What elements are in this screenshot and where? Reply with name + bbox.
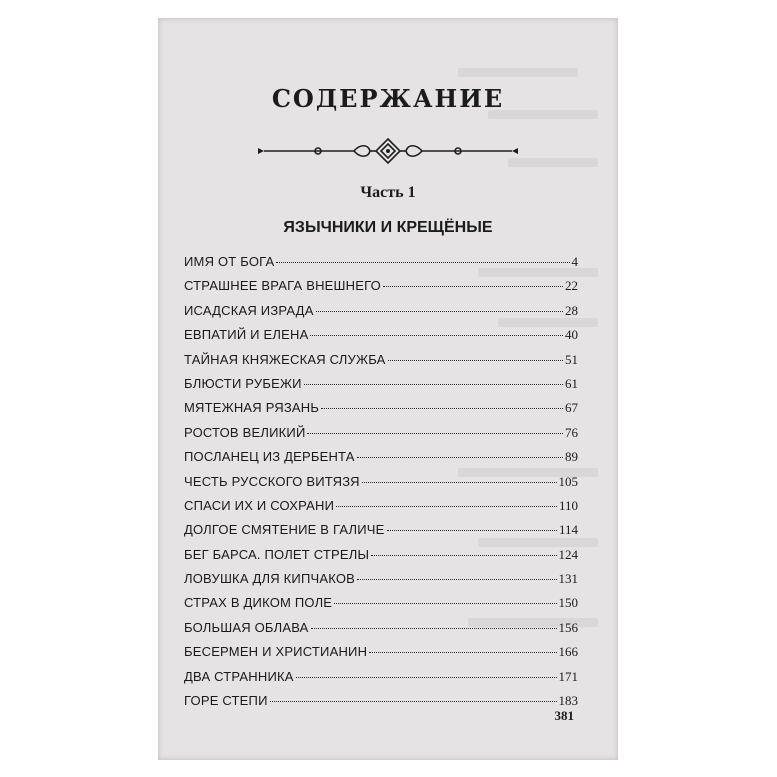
dot-leader <box>304 384 563 385</box>
book-page <box>158 18 618 760</box>
table-of-contents <box>184 254 578 717</box>
toc-entry-page: 28 <box>565 302 578 318</box>
toc-entry-title: МЯТЕЖНАЯ РЯЗАНЬ <box>184 400 320 416</box>
toc-entry-title: БОЛЬШАЯ ОБЛАВА <box>184 619 309 635</box>
toc-entry <box>184 669 578 693</box>
toc-entry-title: СТРАШНЕЕ ВРАГА ВНЕШНЕГО <box>184 278 381 294</box>
dot-leader <box>357 457 563 458</box>
toc-entry <box>184 327 578 351</box>
dot-leader <box>334 603 556 604</box>
toc-entry-page: 183 <box>558 693 578 709</box>
toc-entry <box>184 303 578 327</box>
toc-entry-title: РОСТОВ ВЕЛИКИЙ <box>184 424 306 440</box>
part-title: ЯЗЫЧНИКИ И КРЕЩЁНЫЕ <box>283 219 493 236</box>
dot-leader <box>316 311 563 312</box>
toc-entry-title: ГОРЕ СТЕПИ <box>184 693 268 709</box>
toc-entry-title: ИМЯ ОТ БОГА <box>184 254 275 269</box>
toc-entry-title: БЕГ БАРСА. ПОЛЕТ СТРЕЛЫ <box>184 546 370 562</box>
toc-entry-page: 4 <box>571 254 578 269</box>
dot-leader <box>362 482 557 483</box>
contents-heading: СОДЕРЖАНИЕ <box>271 84 505 113</box>
dot-leader <box>310 335 563 336</box>
toc-entry-page: 61 <box>565 375 578 391</box>
toc-entry-title: БЛЮСТИ РУБЕЖИ <box>184 375 302 391</box>
toc-entry-page: 156 <box>558 619 578 635</box>
toc-entry-title: ЕВПАТИЙ И ЕЛЕНА <box>184 327 309 343</box>
dot-leader <box>388 360 563 361</box>
toc-entry-title: БЕСЕРМЕН И ХРИСТИАНИН <box>184 644 368 660</box>
toc-entry <box>184 449 578 473</box>
dot-leader <box>311 628 557 629</box>
dot-leader <box>387 530 557 531</box>
toc-entry-page: 150 <box>558 595 578 611</box>
bleed-through-mark <box>458 68 578 77</box>
toc-entry-title: ДОЛГОЕ СМЯТЕНИЕ В ГАЛИЧЕ <box>184 522 385 538</box>
dot-leader <box>296 677 557 678</box>
toc-entry <box>184 547 578 571</box>
toc-entry <box>184 693 578 717</box>
toc-entry-page: 124 <box>558 546 578 562</box>
toc-entry <box>184 352 578 376</box>
dot-leader <box>336 506 557 507</box>
toc-entry-page: 171 <box>558 668 578 684</box>
part-label: Часть 1 <box>360 184 416 201</box>
toc-entry-page: 67 <box>565 400 578 416</box>
dot-leader <box>369 652 556 653</box>
dot-leader <box>307 433 563 434</box>
toc-entry-page: 89 <box>565 449 578 465</box>
page-number: 381 <box>554 708 574 723</box>
dot-leader <box>371 555 556 556</box>
toc-entry <box>184 644 578 668</box>
toc-entry-page: 110 <box>558 497 578 513</box>
toc-entry-title: ЛОВУШКА ДЛЯ КИПЧАКОВ <box>184 571 356 587</box>
toc-entry-page: 51 <box>565 351 578 367</box>
toc-entry-title: ДВА СТРАННИКА <box>184 668 294 684</box>
toc-entry-title: СТРАХ В ДИКОМ ПОЛЕ <box>184 595 333 611</box>
toc-entry-page: 114 <box>558 522 578 538</box>
bleed-through-mark <box>508 158 598 167</box>
toc-entry <box>184 595 578 619</box>
toc-entry <box>184 425 578 449</box>
dot-leader <box>276 262 569 263</box>
toc-entry <box>184 278 578 302</box>
toc-entry-title: ТАЙНАЯ КНЯЖЕСКАЯ СЛУЖБА <box>184 351 386 367</box>
toc-entry <box>184 400 578 424</box>
toc-entry-page: 105 <box>558 473 578 489</box>
dot-leader <box>270 701 557 702</box>
dot-leader <box>321 408 563 409</box>
dot-leader <box>357 579 556 580</box>
toc-entry <box>184 376 578 400</box>
toc-entry <box>184 254 578 278</box>
toc-entry-title: ПОСЛАНЕЦ ИЗ ДЕРБЕНТА <box>184 449 355 465</box>
toc-entry-title: СПАСИ ИХ И СОХРАНИ <box>184 497 335 513</box>
toc-entry <box>184 620 578 644</box>
toc-entry <box>184 522 578 546</box>
toc-entry <box>184 498 578 522</box>
toc-entry-title: ИСАДСКАЯ ИЗРАДА <box>184 302 314 318</box>
toc-entry-title: ЧЕСТЬ РУССКОГО ВИТЯЗЯ <box>184 473 360 489</box>
toc-entry <box>184 571 578 595</box>
ornament-divider-icon <box>258 136 518 166</box>
toc-entry-page: 131 <box>558 571 578 587</box>
dot-leader <box>383 286 563 287</box>
toc-entry-page: 40 <box>565 327 578 343</box>
toc-entry-page: 76 <box>565 424 578 440</box>
toc-entry-page: 22 <box>565 278 578 294</box>
toc-entry <box>184 474 578 498</box>
toc-entry-page: 166 <box>558 644 578 660</box>
